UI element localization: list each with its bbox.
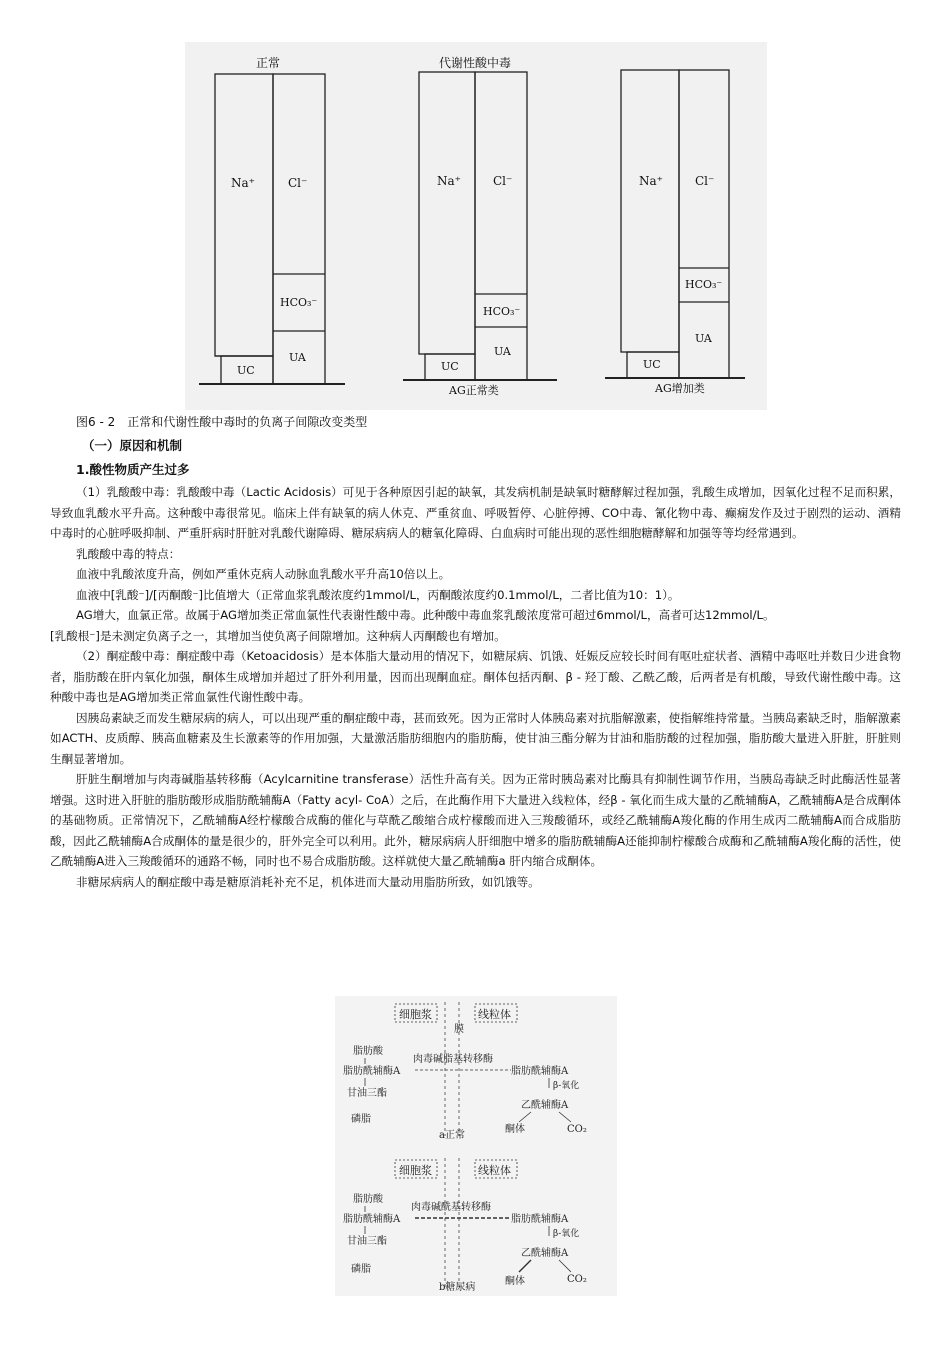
phospholipid-label: 磷脂 [351,1264,371,1275]
phospholipid-label: 磷脂 [351,1114,371,1125]
paragraph: 非糖尿病病人的酮症酸中毒是糖原消耗补充不足，机体进而大量动用脂肪所致，如饥饿等。 [76,874,540,889]
mitochondria-label: 线粒体 [478,1008,511,1021]
fatty-acid-label: 脂肪酸 [353,1194,383,1205]
section-heading: （一）原因和机制 [82,438,183,453]
fatty-acyl-coa-mito-label: 脂肪酰辅酶A [511,1214,569,1225]
paragraph: （1）乳酸酸中毒：乳酸酸中毒（Lactic Acidosis）可见于各种原因引起的缺氧，其发病机制是缺氧时糖酵解过程加强，乳酸生成增加，因氧化过程不足而积累，导致血乳酸水平升高。这种酸中毒很常见。临床上伴有缺氧的病人休克、严重贫血、呼吸暂停、心脏停搏、CO中毒、氰化物中毒、癫痫发作及过于剧烈的运动、酒精中毒时的心脏呼吸抑制、严重肝病时肝脏对乳酸代谢障碍、糖尿病病人的糖氧化障碍、白血病时可能出现的恶性细胞糖酵解和加强等等均经常遇到。 [50,485,901,540]
na-label: Na⁺ [639,174,663,188]
beta-oxidation-label: β-氧化 [553,1229,580,1239]
anion-gap-figure [185,42,767,410]
subsection-heading: 1.酸性物质产生过多 [76,462,190,477]
hco3-label: HCO₃⁻ [280,296,318,309]
ketone-label: 酮体 [505,1124,525,1135]
panel-ag-normal [403,55,557,397]
panel-title: 正常 [256,56,281,70]
panel-normal [199,55,345,384]
body-text [50,482,901,892]
triglyceride-label: 甘油三酯 [347,1236,387,1247]
paragraph: 因胰岛素缺乏而发生糖尿病的病人，可以出现严重的酮症酸中毒，甚而致死。因为正常时人体胰岛素对抗脂解激素，使指解维持常量。当胰岛素缺乏时，脂解激素如ACTH、皮质醇、胰高血糖素及生长激素等的作用加强，大量激活脂肪细胞内的脂肪酶，使甘油三酯分解为甘油和脂肪酸的过程加强，脂肪酸大量进入肝脏，肝脏则生酮显著增加。 [50,710,901,766]
paragraph: （2）酮症酸中毒：酮症酸中毒（Ketoacidosis）是本体脂大量动用的情况下，如糖尿病、饥饿、妊娠反应较长时间有呕吐症状者、酒精中毒呕吐并数日少进食物者，脂肪酸在肝内氧化加强，酮体生成增加并超过了肝外利用量，因而出现酮血症。酮体包括丙酮、β - 羟丁酸、乙酰乙酸，后两者是有机酸，导致代谢性酸中毒。这种酸中毒也是AG增加类正常血氯性代谢性酸中毒。 [50,649,901,704]
ua-label: UA [494,345,511,358]
cation-column [419,72,475,354]
hco3-label: HCO₃⁻ [685,278,723,291]
uc-label: UC [441,360,459,373]
enzyme-label: 肉毒碱酰基转移酶 [411,1202,491,1213]
paragraph: [乳酸根⁻]是未测定负离子之一，其增加当使负离子间隙增加。这种病人丙酮酸也有增加。 [50,628,506,643]
co2-label: CO₂ [567,1274,587,1285]
fatty-acid-label: 脂肪酸 [353,1046,383,1057]
paragraph: 肝脏生酮增加与肉毒碱脂基转移酶（Acylcarnitine transferase）活性升高有关。因为正常时胰岛素对比酶具有抑制性调节作用，当胰岛毒缺乏时此酶活性显著增强。这时进入肝脏的脂肪酸形成脂肪酰辅酶A（Fatty acyl- CoA）之后，在此酶作用下大量进入线粒体，经β - 氧化而生成大量的乙酰辅酶A，乙酰辅酶A是合成酮体的基础物质。正常情况下，乙酰辅酶A经柠檬酸合成酶的催化与草酰乙酸缩合成柠檬酸而进入三羧酸循环，或经乙酰辅酶A羧化酶的作用生成丙二酰辅酶A而合成脂肪酸，因此乙酰辅酶A合成酮体的量是很少的，肝外完全可以利用。此外，糖尿病病人肝细胞中增多的脂肪酰辅酶A还能抑制柠檬酸合成酶和乙酰辅酶A羧化酶的活性，使乙酰辅酶A进入三羧酸循环的通路不畅，同时也不易合成脂肪酸。这样就使大量乙酰辅酶a 肝内缩合成酮体。 [50,772,901,868]
ketogenesis-figure [335,996,617,1296]
cytoplasm-label: 细胞浆 [399,1008,432,1021]
anion-column [475,72,527,380]
triglyceride-label: 甘油三酯 [347,1088,387,1099]
fatty-acyl-coa-label: 脂肪酰辅酶A [343,1214,401,1225]
figure-caption: 图6 - 2 正常和代谢性酸中毒时的负离子间隙改变类型 [76,415,368,429]
acetyl-coa-label: 乙酰辅酶A [521,1248,569,1259]
mitochondria-label: 线粒体 [478,1164,511,1177]
paragraph: AG增大，血氯正常。故属于AG增加类正常血氯性代表谢性酸中毒。此种酸中毒血浆乳酸浓度常可超过6mmol/L，高者可达12mmol/L。 [76,608,775,622]
na-label: Na⁺ [231,176,255,190]
cation-column [621,70,679,352]
anion-column [273,74,325,384]
acetyl-coa-label: 乙酰辅酶A [521,1100,569,1111]
na-label: Na⁺ [437,174,461,188]
cation-column [215,74,273,356]
co2-label: CO₂ [567,1124,587,1135]
cytoplasm-label: 细胞浆 [399,1164,432,1177]
panel-label: b糖尿病 [439,1282,476,1293]
ua-label: UA [289,351,306,364]
fatty-acyl-coa-label: 脂肪酰辅酶A [343,1066,401,1077]
paragraph: 血液中[乳酸⁻]/[丙酮酸⁻]比值增大（正常血浆乳酸浓度约1mmol/L，丙酮酸浓度约0.1mmol/L，二者比值为10：1）。 [76,587,680,602]
beta-oxidation-label: β-氧化 [553,1081,580,1091]
pathway-normal [343,1002,587,1141]
uc-label: UC [643,358,661,371]
panel-label: a正常 [439,1130,465,1141]
paragraph: 血液中乳酸浓度升高，例如严重休克病人动脉血乳酸水平升高10倍以上。 [76,567,451,581]
ketone-label: 酮体 [505,1276,525,1287]
hco3-label: HCO₃⁻ [483,305,521,318]
cl-label: Cl⁻ [288,176,308,190]
category-label: AG正常类 [449,384,499,397]
ua-label: UA [695,332,712,345]
paragraph: 乳酸酸中毒的特点： [76,546,181,561]
enzyme-label: 肉毒碱脂基转移酶 [413,1054,493,1065]
category-label: AG增加类 [655,382,705,395]
uc-label: UC [237,364,255,377]
cl-label: Cl⁻ [493,174,513,188]
panel-title: 代谢性酸中毒 [439,56,512,70]
membrane-label: 膜 [454,1024,464,1035]
cl-label: Cl⁻ [695,174,715,188]
fatty-acyl-coa-mito-label: 脂肪酰辅酶A [511,1066,569,1077]
pathway-diabetes [343,1158,587,1293]
panel-ag-increased [605,70,745,395]
